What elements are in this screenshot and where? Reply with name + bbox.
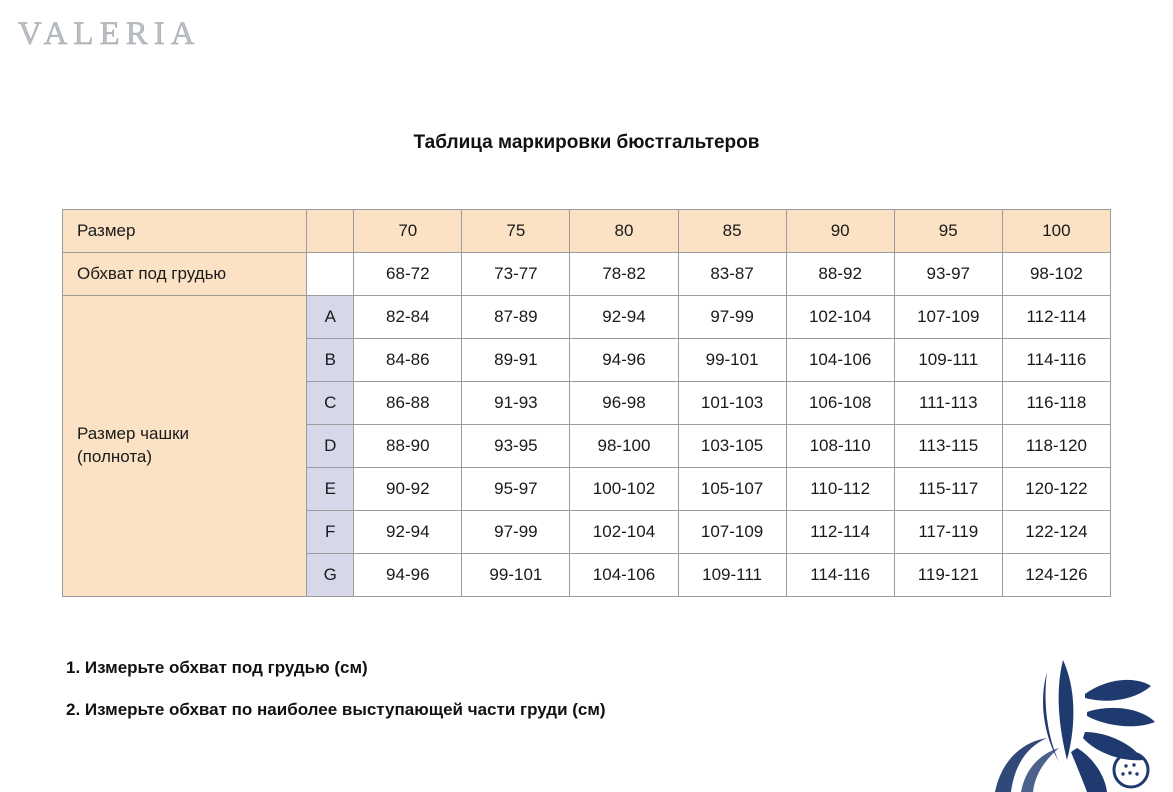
cup-g-75: 99-101 (462, 554, 570, 597)
cup-b-80: 94-96 (570, 339, 678, 382)
cup-letter-g: G (307, 554, 354, 597)
cup-letter-d: D (307, 425, 354, 468)
instructions-list (66, 658, 866, 743)
cup-c-70: 86-88 (354, 382, 462, 425)
cup-letter-c: C (307, 382, 354, 425)
cup-d-100: 118-120 (1002, 425, 1110, 468)
cup-a-90: 102-104 (786, 296, 894, 339)
header-size-100: 100 (1002, 210, 1110, 253)
cup-e-100: 120-122 (1002, 468, 1110, 511)
cup-d-80: 98-100 (570, 425, 678, 468)
cup-e-70: 90-92 (354, 468, 462, 511)
header-size-90: 90 (786, 210, 894, 253)
cup-f-85: 107-109 (678, 511, 786, 554)
floral-ornament-icon (935, 642, 1165, 792)
cup-g-80: 104-106 (570, 554, 678, 597)
cup-e-75: 95-97 (462, 468, 570, 511)
header-size-70: 70 (354, 210, 462, 253)
page-title: Таблица маркировки бюстгальтеров (413, 132, 760, 153)
header-size-85: 85 (678, 210, 786, 253)
cup-g-90: 114-116 (786, 554, 894, 597)
header-cup-spacer (307, 210, 354, 253)
cup-f-80: 102-104 (570, 511, 678, 554)
cup-label-line-2: (полнота) (77, 447, 153, 466)
row-label-underbust: Обхват под грудью (63, 253, 307, 296)
cup-d-85: 103-105 (678, 425, 786, 468)
cup-b-75: 89-91 (462, 339, 570, 382)
cup-b-95: 109-111 (894, 339, 1002, 382)
bra-size-table (62, 209, 1111, 597)
cup-d-70: 88-90 (354, 425, 462, 468)
cup-e-95: 115-117 (894, 468, 1002, 511)
cup-f-100: 122-124 (1002, 511, 1110, 554)
cup-b-100: 114-116 (1002, 339, 1110, 382)
cup-f-70: 92-94 (354, 511, 462, 554)
underbust-85: 83-87 (678, 253, 786, 296)
cup-f-75: 97-99 (462, 511, 570, 554)
underbust-100: 98-102 (1002, 253, 1110, 296)
underbust-70: 68-72 (354, 253, 462, 296)
cup-f-90: 112-114 (786, 511, 894, 554)
underbust-90: 88-92 (786, 253, 894, 296)
cup-a-85: 97-99 (678, 296, 786, 339)
cup-d-95: 113-115 (894, 425, 1002, 468)
cup-c-85: 101-103 (678, 382, 786, 425)
cup-g-95: 119-121 (894, 554, 1002, 597)
underbust-cup-spacer (307, 253, 354, 296)
cup-g-100: 124-126 (1002, 554, 1110, 597)
cup-letter-f: F (307, 511, 354, 554)
underbust-75: 73-77 (462, 253, 570, 296)
cup-c-90: 106-108 (786, 382, 894, 425)
header-size-80: 80 (570, 210, 678, 253)
cup-b-85: 99-101 (678, 339, 786, 382)
cup-g-85: 109-111 (678, 554, 786, 597)
cup-b-90: 104-106 (786, 339, 894, 382)
cup-letter-a: A (307, 296, 354, 339)
cup-c-100: 116-118 (1002, 382, 1110, 425)
brand-logo: VALERIA (18, 16, 201, 52)
cup-a-80: 92-94 (570, 296, 678, 339)
table-row-underbust (63, 253, 1111, 296)
cup-a-100: 112-114 (1002, 296, 1110, 339)
cup-f-95: 117-119 (894, 511, 1002, 554)
cup-letter-e: E (307, 468, 354, 511)
header-size-75: 75 (462, 210, 570, 253)
cup-c-80: 96-98 (570, 382, 678, 425)
cup-d-90: 108-110 (786, 425, 894, 468)
cup-b-70: 84-86 (354, 339, 462, 382)
cup-e-85: 105-107 (678, 468, 786, 511)
instruction-step-2: 2. Измерьте обхват по наиболее выступающей части груди (см) (66, 700, 606, 720)
cup-c-75: 91-93 (462, 382, 570, 425)
table-row-cup-a (63, 296, 1111, 339)
size-table-container (62, 209, 1111, 597)
cup-letter-b: B (307, 339, 354, 382)
underbust-95: 93-97 (894, 253, 1002, 296)
table-header-row (63, 210, 1111, 253)
row-label-cup-size (63, 296, 307, 597)
cup-a-75: 87-89 (462, 296, 570, 339)
header-size-label: Размер (63, 210, 307, 253)
underbust-80: 78-82 (570, 253, 678, 296)
cup-label-line-1: Размер чашки (77, 424, 190, 444)
instruction-step-1: 1. Измерьте обхват под грудью (см) (66, 658, 368, 677)
cup-c-95: 111-113 (894, 382, 1002, 425)
cup-d-75: 93-95 (462, 425, 570, 468)
header-size-95: 95 (894, 210, 1002, 253)
cup-g-70: 94-96 (354, 554, 462, 597)
cup-a-70: 82-84 (354, 296, 462, 339)
cup-e-80: 100-102 (570, 468, 678, 511)
cup-a-95: 107-109 (894, 296, 1002, 339)
cup-e-90: 110-112 (786, 468, 894, 511)
